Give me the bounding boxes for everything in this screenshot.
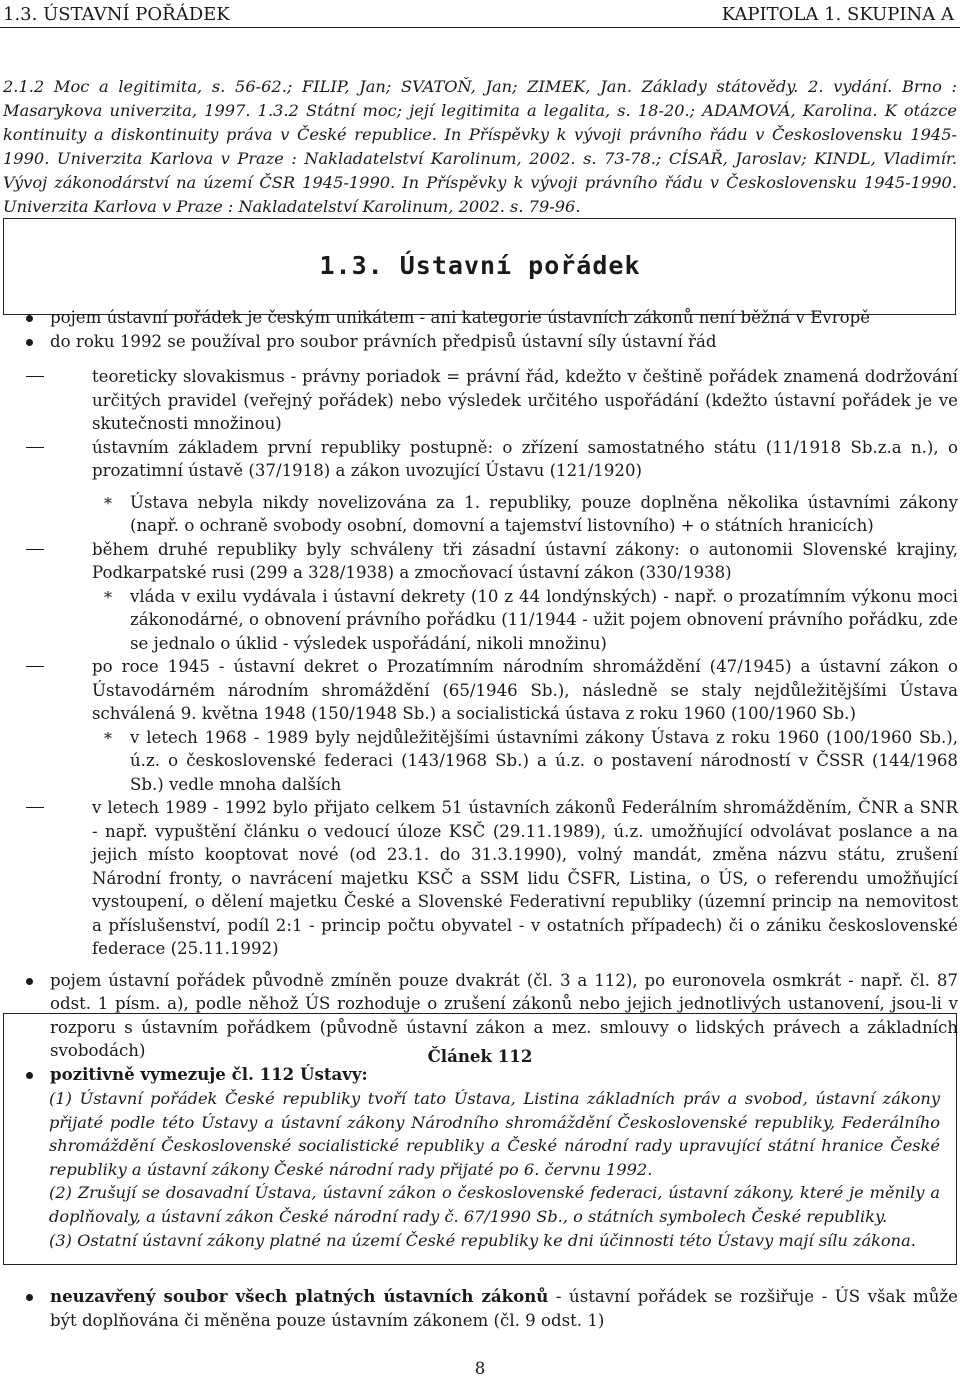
list-item (26, 330, 958, 961)
bottom-bullet (26, 1285, 958, 1332)
article-title: Článek 112 (427, 1046, 533, 1066)
running-header-section: 1.3. ÚSTAVNÍ POŘÁDEK (3, 4, 230, 25)
list-item (26, 1285, 958, 1332)
article-paragraph: (1) Ústavní pořádek České republiky tvoří tato Ústava, Listina základních práv a svobod, ústavní zákony přijaté podle této Ústavy a ústavní zákony Národního shromáždění Československé republiky, Federálního shromáždění Československé socialistické republiky a České národní rady upravující státní hranice České republiky a ústavní zákony České národní rady přijaté po 6. červnu 1992. (49, 1089, 940, 1179)
bullet-list (26, 306, 958, 1086)
list-item-text: ústavním základem první republiky postupně: o zřízení samostatného státu (11/1918 Sb.z.a n.), o prozatimní ústavě (37/1918) a zákon uvozující Ústavu (121/1920) (92, 437, 958, 480)
list-item (92, 655, 958, 796)
article-body (49, 1087, 940, 1252)
list-item: teoreticky slovakismus - právny poriadok = právní řád, kdežto v češtině pořádek znamená dodržování určitých pravidel (veřejný pořádek) nebo výsledek určitého uspořádání (kdežto ústavní pořádek je ve skutečnosti množinou) (92, 365, 958, 436)
list-item: pojem ústavní pořádek původně zmíněn pouze dvakrát (čl. 3 a 112), po euronovela osmkrát - např. čl. 87 odst. 1 písm. a), podle něhož ÚS rozhoduje o zrušení zákonů nebo jejich jednotlivých ustanovení, jsou-li v rozporu s ústavním pořádkem (původně ústavní zákon a mez. smlouvy o lidských právech a základních svobodách) (26, 969, 958, 1063)
list-item: pojem ústavní pořádek je českým unikátem - ani kategorie ústavních zákonů není běžná v Evropě (26, 306, 958, 330)
running-header-chapter: KAPITOLA 1. SKUPINA A (721, 4, 954, 25)
header-rule (0, 27, 960, 28)
list-item: * v letech 1968 - 1989 byly nejdůležitějšími ústavními zákony Ústava z roku 1960 (100/1960 Sb.), ú.z. o československé federaci (143/1968 Sb.) a ú.z. o postavení národností v ČSSR (144/1968 Sb.) vedle mnoha dalších (130, 726, 958, 797)
bold-lead-text: pozitivně vymezuje čl. 112 Ústavy: (50, 1063, 368, 1084)
page-number: 8 (474, 1359, 486, 1378)
article-paragraph: (3) Ostatní ústavní zákony platné na území České republiky ke dni účinnosti této Ústavy mají sílu zákona. (49, 1230, 916, 1250)
star-list (92, 585, 958, 656)
list-item (92, 538, 958, 656)
list-item (92, 436, 958, 538)
list-item: * vláda v exilu vydávala i ústavní dekrety (10 z 44 londýnských) - např. o prozatímním výkonu moci zákonodárné, o obnovení právního pořádku (11/1944 - užit pojem obnovení právního pořádku, zde se jednalo o úklid - výsledek uspořádání, nikoli množinu) (130, 585, 958, 656)
list-item-text: po roce 1945 - ústavní dekret o Prozatímním národním shromáždění (47/1945) a ústavní zákon o Ústavodárném národním shromáždění (65/1946 Sb.), následně se staly nejdůležitějšími Ústava schválená 9. května 1948 (150/1948 Sb.) a socialistická ústava z roku 1960 (100/1960 Sb.) (92, 657, 958, 723)
list-item: * Ústava nebyla nikdy novelizována za 1. republiky, pouze doplněna několika ústavními zákony (např. o ochraně svobody osobní, domovní a tajemství listovního) + o státních hranicích) (130, 491, 958, 538)
section-title: 1.3. Ústavní pořádek (319, 251, 641, 280)
bold-lead-text: neuzavřený soubor všech platných ústavních zákonů (50, 1286, 549, 1306)
list-item-text: - ústavní pořádek se rozšiřuje - ÚS však může být doplňována či měněna pouze ústavním zákonem (čl. 9 odst. 1) (50, 1287, 959, 1330)
star-list (92, 491, 958, 538)
dash-list (50, 365, 958, 961)
list-item-text: do roku 1992 se používal pro soubor právních předpisů ústavní síly ústavní řád (50, 331, 717, 351)
list-item: v letech 1989 - 1992 bylo přijato celkem 51 ústavních zákonů Federálním shromážděním, ČNR a SNR - např. vypuštění článku o vedoucí úloze KSČ (29.11.1989), ú.z. umožňující odvolávat poslance a na jejich místo kooptovat nové (od 23.1. do 31.3.1990), volný mandát, změna názvu státu, zrušení Národní fronty, o navrácení majetku KSČ a SSM lidu ČSFR, Listina, o ÚS, o referendu umožňující vystoupení, o dělení majetku České a Slovenské Federativní republiky (územní princip na nemovitost a příslušenství, podíl 2:1 - princip počtu obyvatel - v ostatních případech) či o zániku československé federace (25.11.1992) (92, 796, 958, 961)
main-content (26, 306, 958, 1086)
article-paragraph: (2) Zrušují se dosavadní Ústava, ústavní zákon o československé federaci, ústavní zákony, které je měnily a doplňovaly, a ústavní zákon České národní rady č. 67/1990 Sb., o státních symbolech České republiky. (49, 1183, 940, 1226)
list-item-text: během druhé republiky byly schváleny tři zásadní ústavní zákony: o autonomii Slovenské krajiny, Podkarpatské rusi (299 a 328/1938) a zmocňovací ústavní zákon (330/1938) (92, 539, 958, 582)
star-list (92, 726, 958, 797)
bibliography-paragraph: 2.1.2 Moc a legitimita, s. 56-62.; FILIP, Jan; SVATOŇ, Jan; ZIMEK, Jan. Základy státovědy. 2. vydání. Brno : Masarykova univerzita, 1997. 1.3.2 Státní moc; její legitimita a legalita, s. 18-20.; ADAMOVÁ, Karolina. K otázce kontinuity a diskontinuity práva v České republice. In Příspěvky k vývoji právního řádu v Československu 1945-1990. Univerzita Karlova v Praze : Nakladatelství Karolinum, 2002. s. 73-78.; CÍSAŘ, Jaroslav; KINDL, Vladimír. Vývoj zákonodárství na území ČSR 1945-1990. In Příspěvky k vývoji právního řádu v Československu 1945-1990. Univerzita Karlova v Praze : Nakladatelství Karolinum, 2002. s. 79-96. (3, 77, 957, 217)
bullet-list (26, 1285, 958, 1332)
